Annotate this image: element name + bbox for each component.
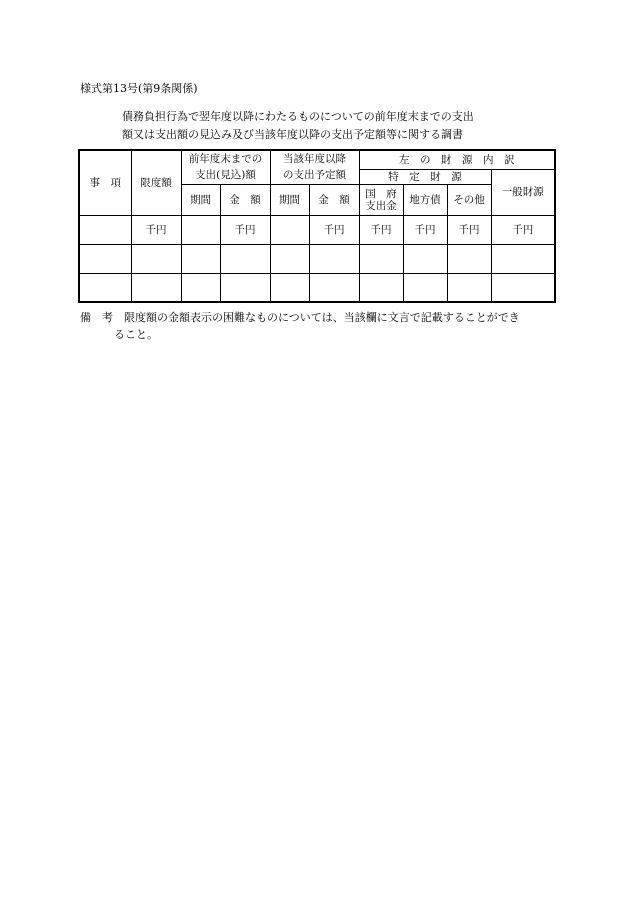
header-prior-period: 期間: [181, 184, 220, 215]
form-number: 様式第13号(第9条関係): [80, 82, 198, 95]
cell-current-period: [270, 215, 309, 244]
document-title: [122, 108, 474, 144]
header-current-line1: 当該年度以降: [283, 153, 346, 166]
header-current-period: 期間: [270, 184, 309, 215]
header-prior-line2: 支出(見込)額: [195, 169, 256, 182]
remarks-line2: ること。: [114, 328, 158, 341]
header-other: その他: [447, 184, 491, 215]
unit-current-amount: 千円: [309, 215, 359, 244]
title-line-1: 債務負担行為で翌年度以降にわたるものについての前年度末までの支出: [122, 110, 474, 123]
header-general-funding: 一般財源: [491, 169, 555, 215]
unit-limit: 千円: [131, 215, 181, 244]
remarks: [80, 309, 520, 343]
cell-item: [79, 215, 131, 244]
header-national-line1: 国 府: [365, 187, 397, 200]
header-limit: 限度額: [131, 150, 181, 215]
header-prior-expenditure: [181, 150, 270, 184]
table-row: [79, 244, 555, 273]
header-local-bonds: 地方債: [403, 184, 447, 215]
unit-other: 千円: [447, 215, 491, 244]
header-specific-funding: 特 定 財 源: [359, 169, 491, 184]
cell-prior-period: [181, 215, 220, 244]
unit-prior-amount: 千円: [220, 215, 270, 244]
title-line-2: 額又は支出額の見込み及び当該年度以降の支出予定額等に関する調書: [122, 128, 463, 141]
header-current-line2: の支出予定額: [283, 169, 346, 182]
table-row: [79, 215, 555, 244]
header-funding-breakdown: 左 の 財 源 内 訳: [359, 150, 555, 169]
header-prior-line1: 前年度末までの: [188, 153, 263, 166]
remarks-label: 備 考: [80, 311, 113, 324]
unit-national: 千円: [359, 215, 403, 244]
header-national-prefectural: [359, 184, 403, 215]
header-prior-amount: 金 額: [220, 184, 270, 215]
remarks-line1: 限度額の金額表示の困難なものについては、当該欄に文言で記載することができ: [124, 311, 520, 324]
table-row: [79, 273, 555, 302]
header-current-amount: 金 額: [309, 184, 359, 215]
unit-local-bonds: 千円: [403, 215, 447, 244]
unit-general: 千円: [491, 215, 555, 244]
header-item: 事 項: [79, 150, 131, 215]
header-current-expenditure: [270, 150, 359, 184]
header-national-line2: 支出金: [365, 199, 397, 212]
form-table: [78, 149, 556, 303]
